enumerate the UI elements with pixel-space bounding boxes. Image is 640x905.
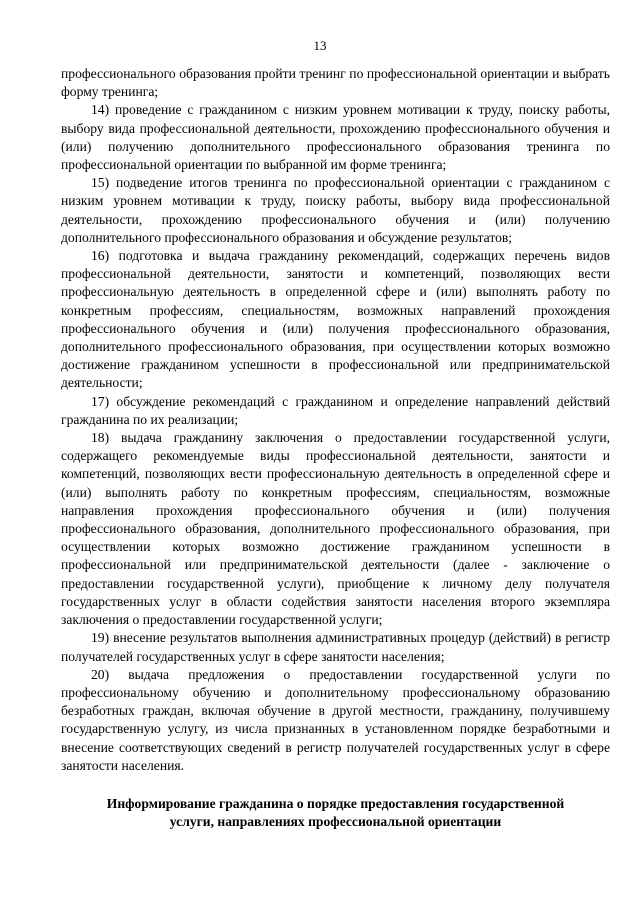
paragraph-item-20: 20) выдача предложения о предоставлении государственной услуги по профессиональному обучению и дополнительному профессиональному образованию безработных граждан, включая обучение в другой местности, гражданину, получившему государственную услугу, из числа признанных в установленном порядке безработными и внесение соответствующих сведений в регистр получателей государственных услуг в сфере занятости населения. [61,666,610,773]
paragraph-item-19: 19) внесение результатов выполнения административных процедур (действий) в регистр получателей государственных услуг в сфере занятости населения; [61,630,610,664]
page-number: 13 [313,38,327,53]
paragraph-item-16: 16) подготовка и выдача гражданину рекомендаций, содержащих перечень видов профессиональной деятельности, занятости и компетенций, позволяющих вести профессиональную деятельность в определенной сфере и (или) выполнять работу по конкретным профессиям, специальностям, возможных направлений прохождения профессионального обучения и (или) получения профессионального образования, дополнительного профессионального образования, при осуществлении которых возможно достижение гражданином успешности в профессиональной или предпринимательской деятельности; [61,248,610,391]
section-heading-line-2: услуги, направлениях профессиональной ориентации [169,814,502,830]
paragraph-continuation: профессионального образования пройти тренинг по профессиональной ориентации и выбрать форму тренинга; [61,66,610,100]
section-heading [61,795,610,831]
paragraph-item-14: 14) проведение с гражданином с низким уровнем мотивации к труду, поиску работы, выбору вида профессиональной деятельности, прохождению профессионального обучения и (или) получению дополнительного профессионального образования тренинга по профессиональной ориентации по выбранной им форме тренинга; [61,102,610,173]
section-heading-line-1: Информирование гражданина о порядке предоставления государственной [106,796,565,811]
paragraph-item-15: 15) подведение итогов тренинга по профессиональной ориентации с гражданином с низким уровнем мотивации к труду, поиску работы, выбору вида профессиональной деятельности, прохождению профессионального обучения и (или) получению дополнительного профессионального образования и обсуждение результатов; [61,175,610,245]
paragraph-item-18: 18) выдача гражданину заключения о предоставлении государственной услуги, содержащего рекомендуемые виды профессиональной деятельности, занятости и компетенций, позволяющих вести профессиональную деятельность в определенной сфере и (или) выполнять работу по конкретным профессиям, специальностям, возможные направления прохождения профессионального обучения и (или) получения профессионального образования, дополнительного профессионального образования, при осуществлении которых возможно достижение гражданином успешности в профессиональной или предпринимательской деятельности (далее - заключение о предоставлении государственной услуги), приобщение к личному делу получателя государственных услуг в области содействия занятости населения второго экземпляра заключения о предоставлении государственной услуги; [61,430,610,628]
paragraph-item-17: 17) обсуждение рекомендаций с гражданином и определение направлений действий гражданина по их реализации; [61,393,610,427]
document-body [61,65,610,775]
